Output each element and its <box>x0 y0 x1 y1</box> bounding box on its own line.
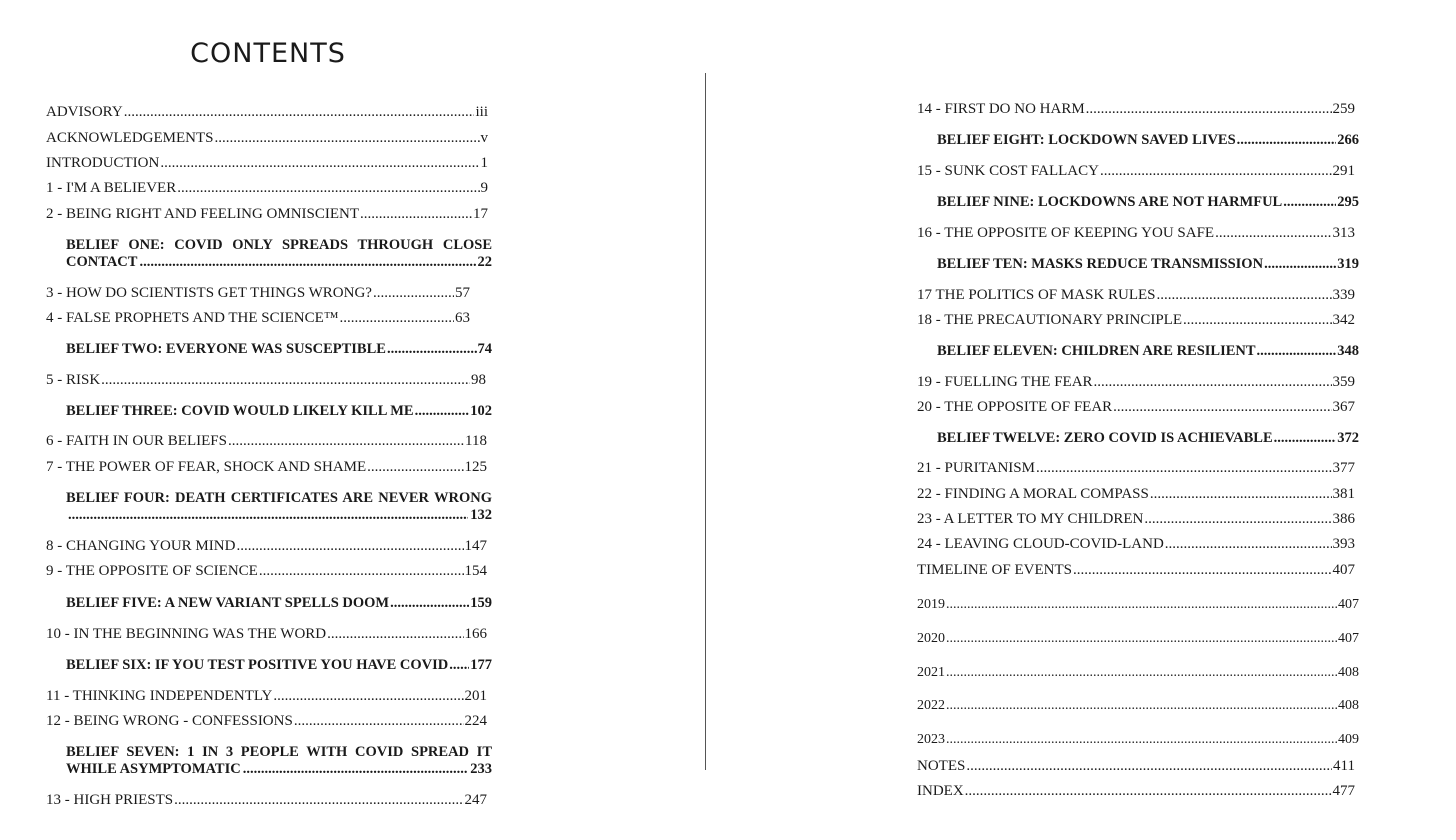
toc-entry-page: v <box>480 130 488 146</box>
toc-entry[interactable] <box>46 285 470 302</box>
toc-entry[interactable] <box>46 688 487 705</box>
toc-entry-label: 19 - FUELLING THE FEAR <box>917 374 1093 390</box>
toc-leader <box>965 783 1332 800</box>
toc-entry-label: NOTES <box>917 758 966 774</box>
toc-leader <box>946 664 1337 681</box>
toc-leader <box>946 731 1337 748</box>
toc-entry-label: BELIEF TWO: EVERYONE WAS SUSCEPTIBLE <box>66 341 386 357</box>
toc-entry-label: BELIEF THREE: COVID WOULD LIKELY KILL ME <box>66 403 414 419</box>
toc-entry-label: 2019 <box>917 597 945 612</box>
toc-entry-label: 14 - FIRST DO NO HARM <box>917 101 1085 117</box>
toc-entry[interactable] <box>46 563 487 580</box>
toc-entry-page: 407 <box>1338 631 1359 646</box>
toc-leader <box>340 310 454 327</box>
toc-entry-label: BELIEF ONE: COVID ONLY SPREADS THROUGH CLOSE <box>66 237 492 253</box>
toc-belief-entry[interactable] <box>66 237 492 271</box>
toc-entry-page: 408 <box>1338 665 1359 680</box>
toc-belief-entry[interactable] <box>66 341 492 358</box>
toc-entry-label: BELIEF NINE: LOCKDOWNS ARE NOT HARMFUL <box>937 194 1283 210</box>
toc-entry-label: 21 - PURITANISM <box>917 460 1035 476</box>
toc-entry[interactable] <box>46 713 487 730</box>
toc-leader <box>1215 225 1331 242</box>
toc-entry-page: 125 <box>464 459 487 475</box>
toc-leader <box>236 538 463 555</box>
toc-entry[interactable] <box>917 225 1355 242</box>
toc-entry-page: 477 <box>1332 783 1355 799</box>
toc-entry-label: ACKNOWLEDGEMENTS <box>46 130 214 146</box>
toc-entry-label: 3 - HOW DO SCIENTISTS GET THINGS WRONG? <box>46 285 372 301</box>
toc-leader <box>415 403 470 420</box>
toc-leader <box>946 697 1337 714</box>
toc-entry[interactable] <box>917 312 1355 329</box>
toc-leader <box>68 507 468 524</box>
toc-belief-entry[interactable] <box>66 657 492 674</box>
toc-leader <box>1036 460 1332 477</box>
toc-leader <box>360 206 472 223</box>
toc-entry[interactable] <box>917 562 1355 579</box>
toc-entry-page: 154 <box>464 563 487 579</box>
toc-leader <box>1264 256 1336 273</box>
toc-entry-page: 313 <box>1332 225 1355 241</box>
toc-leader <box>214 130 479 147</box>
toc-entry-page: 102 <box>470 403 492 419</box>
toc-entry[interactable] <box>46 792 487 809</box>
toc-entry-label: 2 - BEING RIGHT AND FEELING OMNISCIENT <box>46 206 360 222</box>
toc-entry-page: 177 <box>470 657 492 673</box>
toc-entry-page: 393 <box>1332 536 1355 552</box>
toc-entry-label: 17 THE POLITICS OF MASK RULES <box>917 287 1156 303</box>
toc-entry[interactable] <box>46 104 488 121</box>
toc-entry-label: INTRODUCTION <box>46 155 160 171</box>
toc-entry-label: 12 - BEING WRONG - CONFESSIONS <box>46 713 293 729</box>
toc-entry-page: 359 <box>1332 374 1355 390</box>
toc-belief-entry[interactable] <box>937 430 1359 447</box>
toc-belief-entry[interactable] <box>66 490 492 524</box>
toc-entry-label: 2022 <box>917 698 945 713</box>
toc-leader <box>243 761 469 778</box>
toc-entry[interactable] <box>917 536 1355 553</box>
toc-entry[interactable] <box>917 399 1355 416</box>
toc-leader <box>1086 101 1332 118</box>
toc-entry-label: 18 - THE PRECAUTIONARY PRINCIPLE <box>917 312 1183 328</box>
toc-leader <box>1283 194 1336 211</box>
toc-entry-page: 319 <box>1337 256 1359 272</box>
toc-entry-page: 377 <box>1332 460 1355 476</box>
toc-entry[interactable] <box>46 459 487 476</box>
toc-entry-label: 1 - I'M A BELIEVER <box>46 180 177 196</box>
toc-entry-label: 5 - RISK <box>46 372 101 388</box>
toc-belief-entry[interactable] <box>937 194 1359 211</box>
toc-entry-page: 118 <box>465 433 487 449</box>
toc-entry[interactable] <box>917 374 1355 391</box>
toc-entry-page: 291 <box>1332 163 1355 179</box>
toc-leader <box>946 630 1337 647</box>
toc-leader <box>1150 486 1332 503</box>
toc-entry-label: 10 - IN THE BEGINNING WAS THE WORD <box>46 626 327 642</box>
page-title: CONTENTS <box>190 38 346 69</box>
toc-entry-label: TIMELINE OF EVENTS <box>917 562 1072 578</box>
toc-entry[interactable] <box>917 460 1355 477</box>
toc-entry-page: 201 <box>464 688 487 704</box>
toc-entry-label: 2023 <box>917 732 945 747</box>
toc-entry[interactable] <box>46 180 488 197</box>
toc-entry[interactable] <box>917 287 1355 304</box>
toc-entry-label: ADVISORY <box>46 104 123 120</box>
toc-entry-page: 259 <box>1332 101 1355 117</box>
toc-leader <box>1257 343 1337 360</box>
toc-leader <box>1183 312 1331 329</box>
toc-entry-page: 372 <box>1337 430 1359 446</box>
toc-entry-label: INDEX <box>917 783 964 799</box>
toc-leader <box>1100 163 1332 180</box>
toc-entry-label-cont: WHILE ASYMPTOMATIC <box>66 761 241 777</box>
toc-entry-label: BELIEF TWELVE: ZERO COVID IS ACHIEVABLE <box>937 430 1273 446</box>
toc-entry-label: BELIEF SIX: IF YOU TEST POSITIVE YOU HAVE COVID <box>66 657 449 673</box>
toc-entry[interactable] <box>917 163 1355 180</box>
toc-leader <box>160 155 479 172</box>
toc-entry-label: 15 - SUNK COST FALLACY <box>917 163 1099 179</box>
toc-entry-page: 407 <box>1338 597 1359 612</box>
toc-entry-page: 98 <box>471 372 486 388</box>
toc-entry[interactable] <box>46 626 487 643</box>
toc-entry-page: 1 <box>480 155 488 171</box>
toc-entry[interactable] <box>46 310 470 327</box>
toc-entry-page: 408 <box>1338 698 1359 713</box>
toc-entry-label: BELIEF FIVE: A NEW VARIANT SPELLS DOOM <box>66 595 390 611</box>
toc-entry-page: 247 <box>464 792 487 808</box>
toc-leader <box>449 657 469 674</box>
toc-entry-page: 9 <box>480 180 488 196</box>
toc-entry[interactable] <box>46 433 487 450</box>
toc-year-entry[interactable] <box>917 731 1359 748</box>
toc-entry-page: 74 <box>477 341 492 357</box>
toc-entry-page: 266 <box>1337 132 1359 148</box>
toc-leader <box>294 713 464 730</box>
toc-entry-page: 342 <box>1332 312 1355 328</box>
toc-leader <box>124 104 475 121</box>
toc-belief-entry[interactable] <box>937 256 1359 273</box>
toc-leader <box>1237 132 1337 149</box>
toc-entry-label: 24 - LEAVING CLOUD-COVID-LAND <box>917 536 1164 552</box>
toc-entry-label: 4 - FALSE PROPHETS AND THE SCIENCE™ <box>46 310 339 326</box>
toc-entry-label: 2020 <box>917 631 945 646</box>
toc-entry-label: 9 - THE OPPOSITE OF SCIENCE <box>46 563 258 579</box>
toc-entry[interactable] <box>46 372 486 389</box>
toc-belief-entry[interactable] <box>66 744 492 778</box>
toc-year-entry[interactable] <box>917 596 1359 613</box>
toc-entry[interactable] <box>917 101 1355 118</box>
toc-year-entry[interactable] <box>917 664 1359 681</box>
toc-leader <box>174 792 463 809</box>
toc-entry-page: 411 <box>1333 758 1355 774</box>
toc-year-entry[interactable] <box>917 630 1359 647</box>
toc-year-entry[interactable] <box>917 697 1359 714</box>
toc-entry[interactable] <box>46 538 487 555</box>
toc-entry-page: 348 <box>1337 343 1359 359</box>
toc-entry-page: 22 <box>477 254 492 270</box>
toc-leader <box>228 433 464 450</box>
toc-leader <box>1113 399 1331 416</box>
toc-entry-page: 63 <box>455 310 470 326</box>
toc-entry-page: 159 <box>470 595 492 611</box>
toc-leader <box>387 341 477 358</box>
toc-entry-page: 407 <box>1332 562 1355 578</box>
toc-entry-label: 16 - THE OPPOSITE OF KEEPING YOU SAFE <box>917 225 1215 241</box>
toc-entry[interactable] <box>46 155 488 172</box>
toc-entry-page: 132 <box>470 507 492 523</box>
toc-leader <box>1094 374 1332 391</box>
toc-entry[interactable] <box>917 783 1355 800</box>
toc-entry-page: iii <box>475 104 488 120</box>
toc-entry-label: 22 - FINDING A MORAL COMPASS <box>917 486 1149 502</box>
toc-leader <box>177 180 479 197</box>
toc-entry-page: 57 <box>455 285 470 301</box>
toc-entry-page: 147 <box>464 538 487 554</box>
toc-leader <box>273 688 463 705</box>
toc-entry-label: BELIEF TEN: MASKS REDUCE TRANSMISSION <box>937 256 1264 272</box>
toc-entry-label: BELIEF ELEVEN: CHILDREN ARE RESILIENT <box>937 343 1256 359</box>
toc-entry[interactable] <box>46 206 488 223</box>
toc-leader <box>367 459 463 476</box>
toc-entry-page: 381 <box>1332 486 1355 502</box>
toc-entry[interactable] <box>917 486 1355 503</box>
toc-leader <box>139 254 475 271</box>
toc-belief-entry[interactable] <box>937 343 1359 360</box>
toc-leader <box>327 626 463 643</box>
toc-leader <box>1157 287 1332 304</box>
toc-entry-label: 20 - THE OPPOSITE OF FEAR <box>917 399 1113 415</box>
toc-belief-entry[interactable] <box>66 595 492 612</box>
toc-belief-entry[interactable] <box>66 403 492 420</box>
toc-entry-label: 6 - FAITH IN OUR BELIEFS <box>46 433 227 449</box>
toc-entry-label: 23 - A LETTER TO MY CHILDREN <box>917 511 1144 527</box>
toc-leader <box>966 758 1332 775</box>
toc-entry-label-cont: CONTACT <box>66 254 138 270</box>
toc-entry-page: 339 <box>1332 287 1355 303</box>
toc-entry-label: 11 - THINKING INDEPENDENTLY <box>46 688 273 704</box>
toc-entry-label: BELIEF EIGHT: LOCKDOWN SAVED LIVES <box>937 132 1236 148</box>
toc-entry-page: 409 <box>1338 732 1359 747</box>
toc-leader <box>1144 511 1331 528</box>
toc-leader <box>946 596 1337 613</box>
toc-entry[interactable] <box>917 511 1355 528</box>
page-divider <box>705 73 706 770</box>
toc-entry-label: 2021 <box>917 665 945 680</box>
toc-entry-page: 233 <box>470 761 492 777</box>
toc-entry-label: BELIEF SEVEN: 1 IN 3 PEOPLE WITH COVID SPREAD IT <box>66 744 492 760</box>
toc-entry-label: BELIEF FOUR: DEATH CERTIFICATES ARE NEVER WRONG <box>66 490 492 506</box>
toc-entry-label: 7 - THE POWER OF FEAR, SHOCK AND SHAME <box>46 459 367 475</box>
toc-entry-page: 295 <box>1337 194 1359 210</box>
toc-leader <box>1274 430 1337 447</box>
toc-belief-entry[interactable] <box>937 132 1359 149</box>
toc-entry-label: 13 - HIGH PRIESTS <box>46 792 174 808</box>
toc-entry-page: 386 <box>1332 511 1355 527</box>
toc-leader <box>1073 562 1332 579</box>
toc-entry-page: 224 <box>464 713 487 729</box>
toc-leader <box>1165 536 1332 553</box>
toc-entry-page: 17 <box>473 206 488 222</box>
toc-entry[interactable] <box>917 758 1355 775</box>
toc-entry-page: 367 <box>1332 399 1355 415</box>
toc-entry-label: 8 - CHANGING YOUR MIND <box>46 538 236 554</box>
toc-entry-page: 166 <box>464 626 487 642</box>
toc-leader <box>390 595 469 612</box>
toc-leader <box>101 372 470 389</box>
toc-leader <box>259 563 464 580</box>
toc-entry[interactable] <box>46 130 488 147</box>
toc-leader <box>373 285 454 302</box>
